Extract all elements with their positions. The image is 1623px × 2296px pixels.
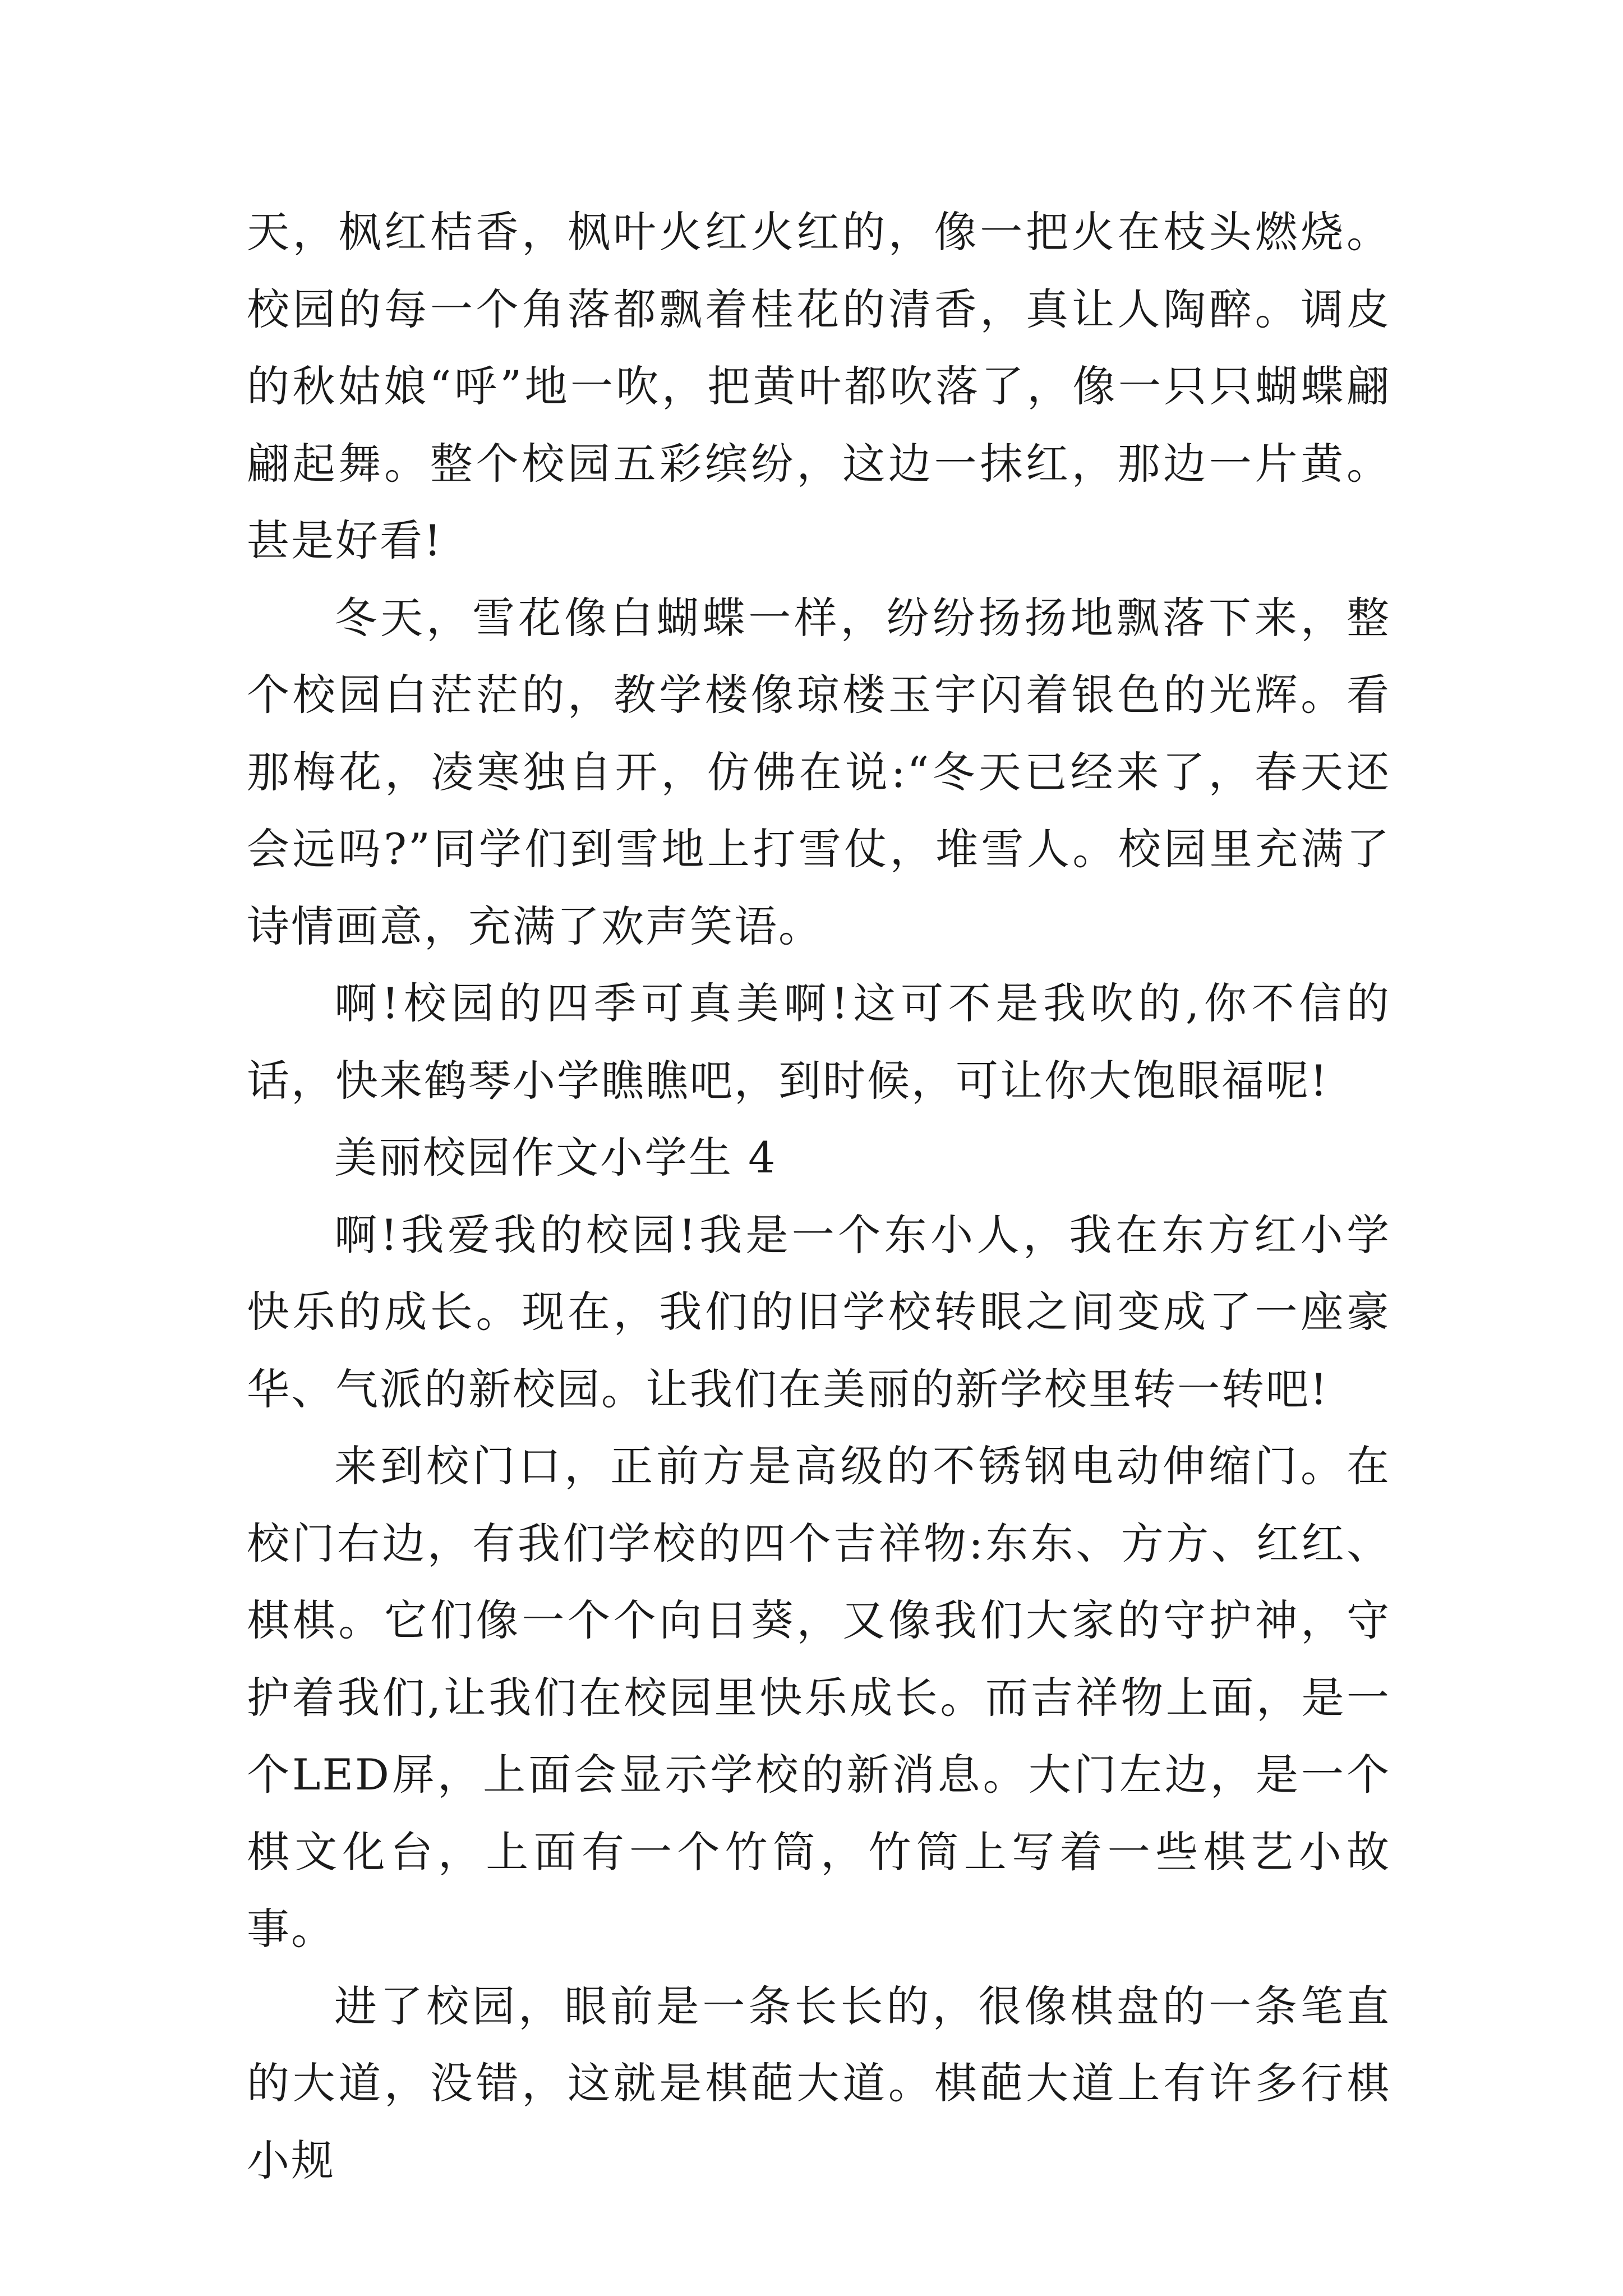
paragraph-conclusion: 啊!校园的四季可真美啊!这可不是我吹的,你不信的话，快来鹤琴小学瞧瞧吧，到时候，可让你大饱眼福呢! [247,978,1391,1106]
paragraph-intro: 啊!我爱我的校园!我是一个东小人，我在东方红小学快乐的成长。现在，我们的旧学校转眼之间变成了一座豪华、气派的新校园。让我们在美丽的新学校里转一转吧! [247,1209,1391,1414]
paragraph-chess-avenue: 进了校园，眼前是一条长长的，很像棋盘的一条笔直的大道，没错，这就是棋葩大道。棋葩大道上有许多行棋小规 [247,1981,1391,2185]
paragraph-autumn-continuation: 天，枫红桔香，枫叶火红火红的，像一把火在枝头燃烧。校园的每一个角落都飘着桂花的清香，真让人陶醉。调皮的秋姑娘“呼”地一吹，把黄叶都吹落了，像一只只蝴蝶翩翩起舞。整个校园五彩缤纷，这边一抹红，那边一片黄。甚是好看! [247,207,1391,565]
essay-heading: 美丽校园作文小学生 4 [334,1133,777,1182]
paragraph-winter: 冬天，雪花像白蝴蝶一样，纷纷扬扬地飘落下来，整个校园白茫茫的，教学楼像琼楼玉宇闪着银色的光辉。看那梅花，凌寒独自开，仿佛在说:“冬天已经来了，春天还会远吗?”同学们到雪地上打雪仗，堆雪人。校园里充满了诗情画意，充满了欢声笑语。 [247,592,1391,951]
paragraph-school-gate: 来到校门口，正前方是高级的不锈钢电动伸缩门。在校门右边，有我们学校的四个吉祥物:东东、方方、红红、棋棋。它们像一个个向日葵，又像我们大家的守护神，守护着我们,让我们在校园里快乐成长。而吉祥物上面，是一个LED屏，上面会显示学校的新消息。大门左边，是一个棋文化台，上面有一个竹筒，竹筒上写着一些棋艺小故事。 [247,1441,1391,1954]
document-body [247,194,1391,2199]
